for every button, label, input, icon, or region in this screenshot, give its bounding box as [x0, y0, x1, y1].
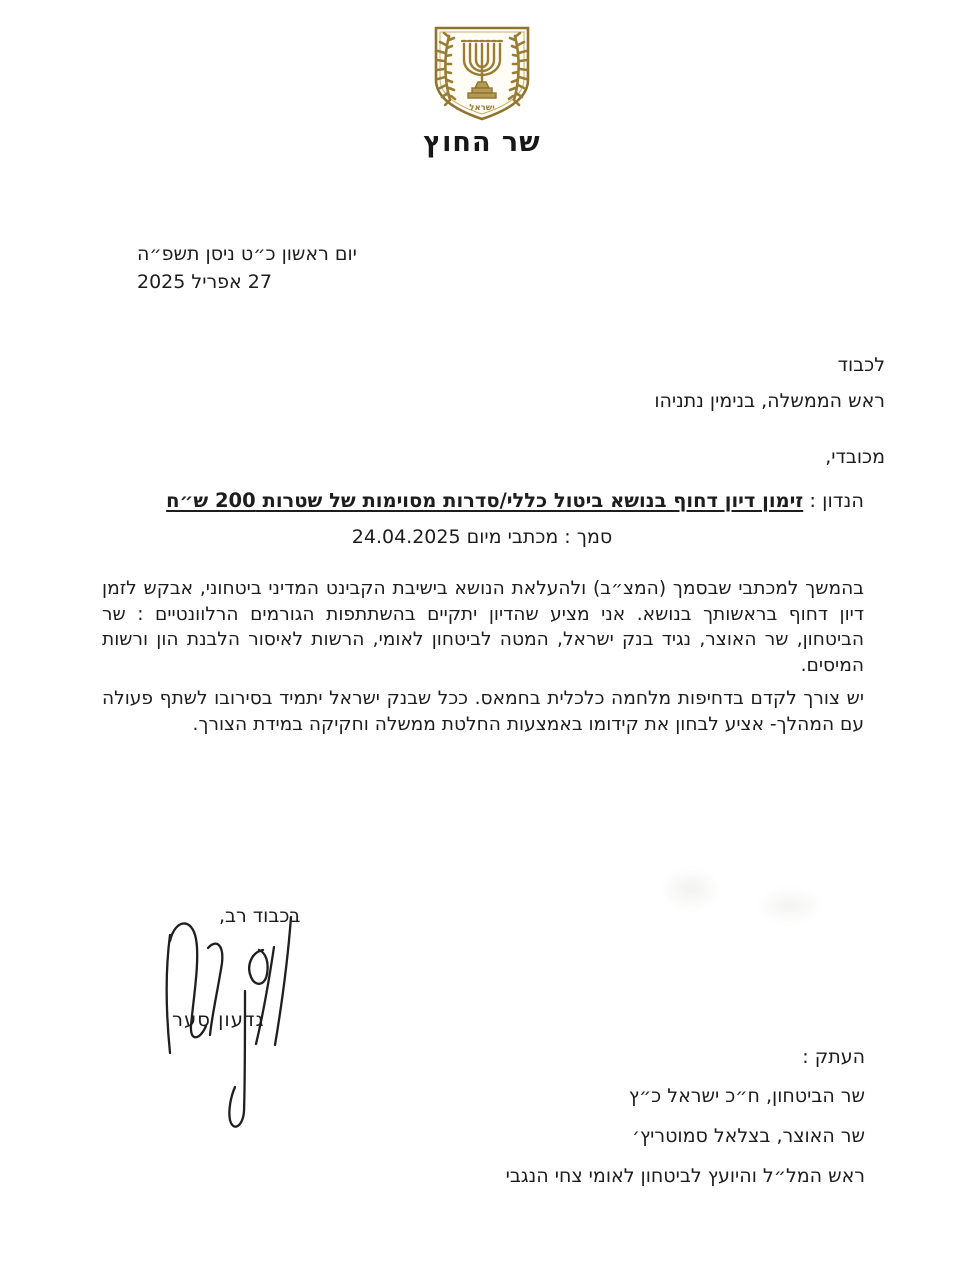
addressee-honorific: לכבוד — [837, 354, 885, 376]
cc-label: העתק : — [802, 1046, 865, 1068]
gregorian-date: 27 אפריל 2025 — [137, 271, 272, 293]
salutation: מכובדי, — [825, 446, 885, 468]
body-paragraph-2: יש צורך לקדם בדחיפות מלחמה כלכלית בחמאס. ככל שבנק ישראל יתמיד בסירובו לשתף פעולה עם המהלך- אציע לבחון את קידומו באמצעות החלטת ממשלה וחקיקה במידת הצורך. — [102, 688, 864, 735]
subject-line — [100, 489, 864, 513]
letter-body — [102, 576, 864, 737]
subject-label: הנדון : — [803, 489, 864, 512]
hebrew-date: יום ראשון כ״ט ניסן תשפ״ה — [137, 243, 357, 265]
reference-line: סמך : מכתבי מיום 24.04.2025 — [351, 526, 613, 548]
israel-state-emblem-icon — [427, 24, 537, 126]
scan-smudge — [648, 858, 733, 920]
cc-block — [506, 1046, 865, 1205]
ministry-title: שר החוץ — [423, 127, 541, 158]
subject-text: זימון דיון דחוף בנושא ביטול כללי/סדרות מסוימות של שטרות 200 ש״ח — [166, 489, 804, 512]
date-block — [137, 240, 357, 296]
body-paragraph-1: בהמשך למכתבי שבסמך (המצ״ב) ולהעלאת הנושא בישיבת הקבינט המדיני ביטחוני, אבקש לזמן דיון דחוף בראשותך בנושא. אני מציע שהדיון יתקיים בהשתתפות הגורמים הרלוונטיים : שר הביטחון, שר האוצר, נגיד בנק ישראל, המטה לביטחון לאומי, הרשות לאיסור הלבנת הון ורשות המיסים. — [102, 578, 864, 676]
cc-recipient: שר האוצר, בצלאל סמוטריץ׳ — [631, 1125, 865, 1147]
scan-smudge — [742, 878, 837, 933]
cc-recipient: שר הביטחון, ח״כ ישראל כ״ץ — [628, 1085, 865, 1107]
valediction: בכבוד רב, — [219, 905, 301, 927]
addressee-block — [654, 347, 885, 419]
addressee-name: ראש הממשלה, בנימין נתניהו — [654, 390, 885, 412]
emblem-caption: ישראל — [469, 103, 495, 113]
subject-block — [100, 489, 864, 548]
cc-recipient: ראש המל״ל והיועץ לביטחון לאומי צחי הנגבי — [505, 1165, 865, 1187]
signature-name: גדעון סער — [172, 1008, 265, 1031]
